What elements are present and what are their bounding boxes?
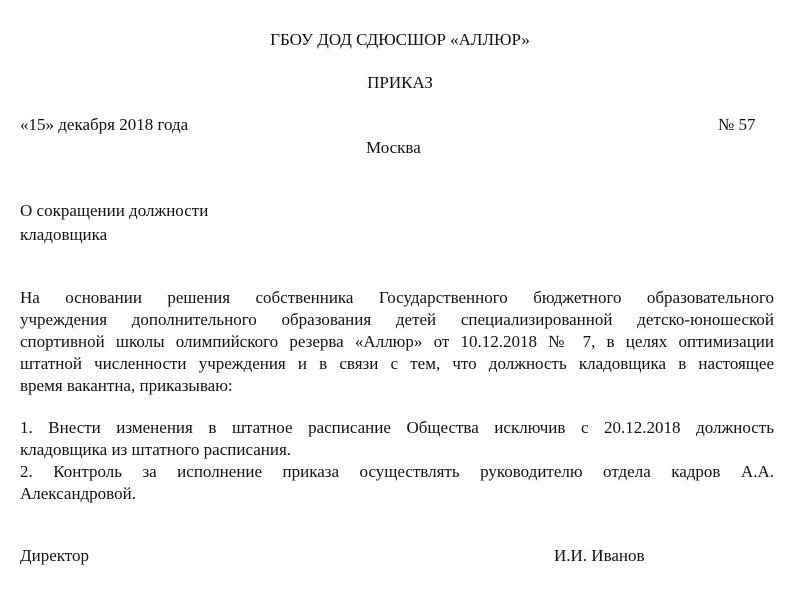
organization-name: ГБОУ ДОД СДЮСШОР «АЛЛЮР»	[270, 30, 530, 49]
order-item-2-line: Александровой.	[20, 484, 136, 503]
document-date: «15» декабря 2018 года	[20, 115, 189, 134]
preamble-line: спортивной школы олимпийского резерва «Аллюр» от 10.12.2018 № 7, в целях оптимизации	[20, 332, 774, 351]
order-item-1-line: кладовщика из штатного расписания.	[20, 440, 292, 459]
subject-line-1: О сокращении должности	[20, 201, 209, 220]
order-item-1-line: 1. Внести изменения в штатное расписание Общества исключив с 20.12.2018 должность	[20, 418, 774, 437]
preamble-line: учреждения дополнительного образования детей специализированной детско-юношеской	[20, 310, 774, 329]
document-city: Москва	[366, 138, 421, 157]
preamble-line: На основании решения собственника Государственного бюджетного образовательного	[20, 288, 774, 307]
signature-name: И.И. Иванов	[554, 546, 645, 565]
signature-title: Директор	[20, 546, 89, 565]
order-item-2-line: 2. Контроль за исполнение приказа осуществлять руководителю отдела кадров А.А.	[20, 462, 774, 481]
subject-line-2: кладовщика	[20, 225, 108, 244]
preamble-line: штатной численности учреждения и в связи с тем, что должность кладовщика в настоящее	[20, 354, 774, 373]
document-number: № 57	[718, 115, 756, 134]
document-type: ПРИКАЗ	[367, 73, 433, 92]
preamble-line: время вакантна, приказываю:	[20, 376, 233, 395]
